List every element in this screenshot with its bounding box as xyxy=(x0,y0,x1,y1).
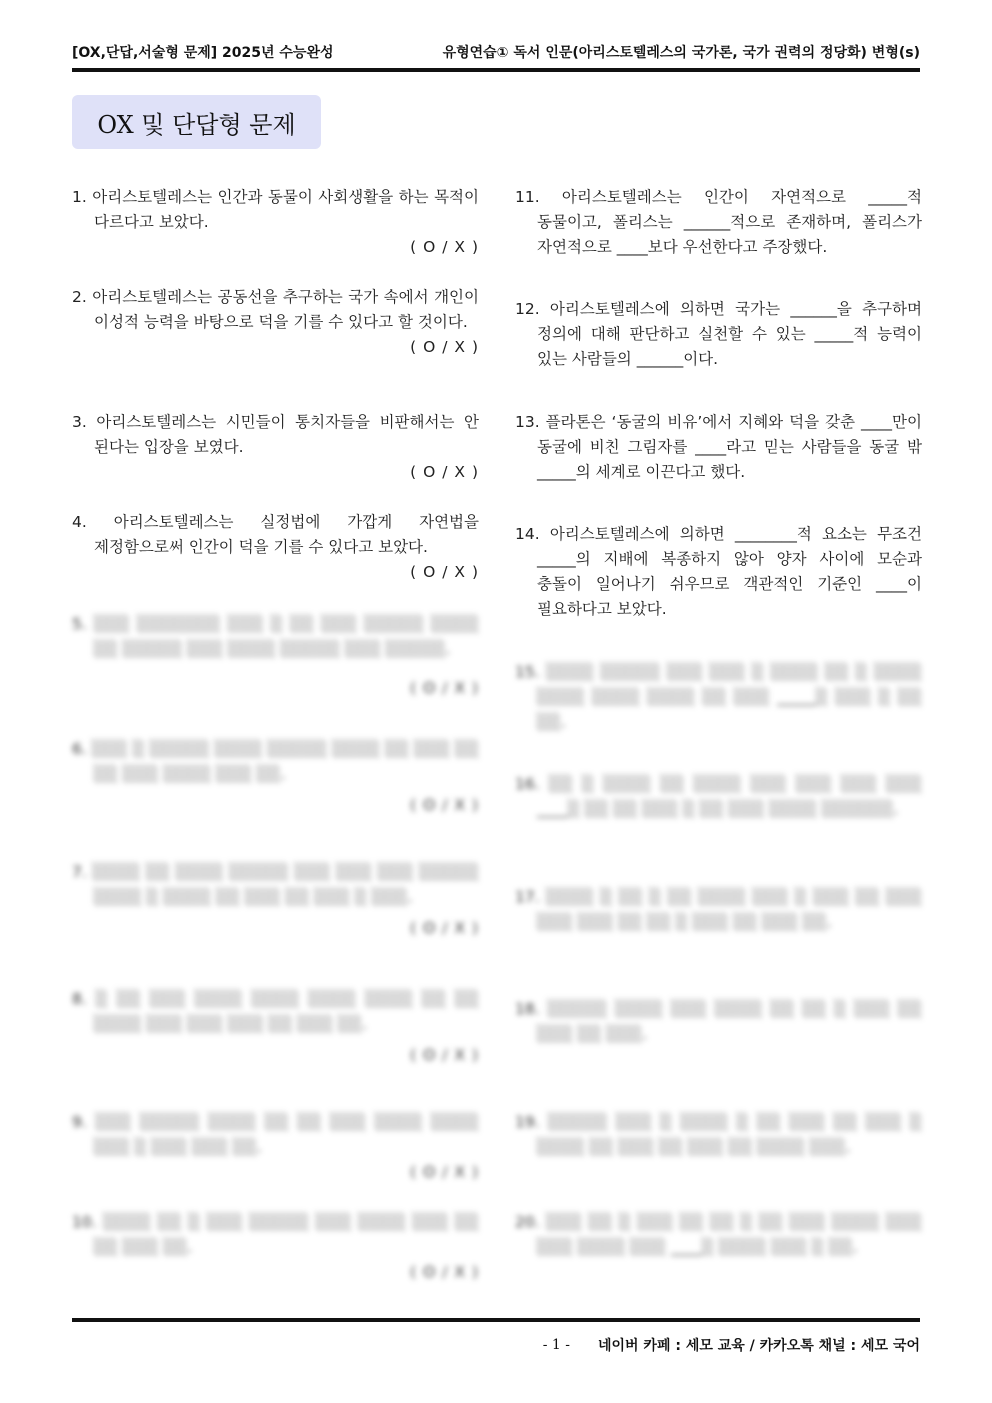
question-text: 1. 아리스토텔레스는 인간과 동물이 사회생활을 하는 목적이 다르다고 보았다. xyxy=(72,188,479,231)
ox-choice: ( O / X ) xyxy=(410,1046,479,1064)
question-text: 4. 아리스토텔레스는 실정법에 가깝게 자연법을 제정함으로써 인간이 덕을 기를 수 있다고 보았다. xyxy=(72,513,479,556)
question-4 xyxy=(72,510,479,585)
question-text: 19. ░░░░░ ░░░ ░ ░░░░ ░ ░░ ░░░ ░░ ░░░ ░ ░░░░ ░░ ░░░ ░░ ░░░ ░░ ░░░░ ░░░. xyxy=(515,1113,922,1156)
question-11 xyxy=(515,185,922,260)
footer-rule xyxy=(72,1318,920,1322)
ox-choice: ( O / X ) xyxy=(410,919,479,937)
ox-choice: ( O / X ) xyxy=(410,1163,479,1181)
section-title-box xyxy=(72,95,321,149)
question-14 xyxy=(515,522,922,622)
question-17 xyxy=(515,885,922,935)
question-text: 2. 아리스토텔레스는 공동선을 추구하는 국가 속에서 개인이 이성적 능력을 바탕으로 덕을 기를 수 있다고 할 것이다. xyxy=(72,288,479,331)
question-18 xyxy=(515,997,922,1047)
question-15 xyxy=(515,660,922,735)
question-text: 7. ░░░░ ░░ ░░░░ ░░░░░ ░░░ ░░░ ░░░ ░░░░░ ░░░░ ░ ░░░░ ░░ ░░░ ░░ ░░░ ░ ░░░. xyxy=(72,863,479,906)
ox-choice: ( O / X ) xyxy=(410,338,479,356)
ox-choice: ( O / X ) xyxy=(410,238,479,256)
question-text: 10. ░░░░ ░░ ░ ░░░ ░░░░░ ░░░ ░░░░ ░░░ ░░ ░░ ░░░ ░░. xyxy=(72,1213,479,1256)
question-text: 12. 아리스토텔레스에 의하면 국가는 ______을 추구하며 정의에 대해 판단하고 실천할 수 있는 _____적 능력이 있는 사람들의 ______이다. xyxy=(515,300,922,368)
question-5 xyxy=(72,612,479,701)
question-13 xyxy=(515,410,922,485)
question-text: 5. ░░░ ░░░░░░░ ░░░ ░ ░░ ░░░ ░░░░░ ░░░░ ░░ ░░░░░ ░░░ ░░░░ ░░░░░ ░░░ ░░░░░. xyxy=(72,615,479,658)
question-6 xyxy=(72,737,479,818)
question-7 xyxy=(72,860,479,941)
question-12 xyxy=(515,297,922,372)
question-20 xyxy=(515,1210,922,1260)
question-text: 18. ░░░░░ ░░░░ ░░░ ░░░░ ░░ ░░ ░ ░░░ ░░ ░░░ ░░ ░░░. xyxy=(515,1000,922,1043)
question-3 xyxy=(72,410,479,485)
question-text: 3. 아리스토텔레스는 시민들이 통치자들을 비판해서는 안 된다는 입장을 보였다. xyxy=(72,413,479,456)
question-text: 17. ░░░░ ░ ░░ ░ ░░ ░░░░ ░░░ ░ ░░░ ░░ ░░░ ░░░ ░░░ ░░ ░░ ░ ░░░ ░░ ░░░ ░░. xyxy=(515,888,922,931)
question-text: 8. ░ ░░ ░░░ ░░░░ ░░░░ ░░░░ ░░░░ ░░ ░░ ░░░░ ░░░ ░░░ ░░░ ░░ ░░░ ░░. xyxy=(72,990,479,1033)
section-title: OX 및 단답형 문제 xyxy=(97,110,296,139)
question-10 xyxy=(72,1210,479,1285)
question-text: 20. ░░░ ░░ ░ ░░░ ░░ ░░ ░ ░░ ░░░ ░░░░ ░░░ ░░░ ░░░░ ░░░ ____░ ░░░░ ░░░ ░ ░░. xyxy=(515,1213,922,1256)
question-2 xyxy=(72,285,479,360)
ox-choice: ( O / X ) xyxy=(410,796,479,814)
question-text: 16. ░░ ░ ░░░░ ░░ ░░░░ ░░░ ░░░ ░░░ ░░░ ____░ ░░ ░░ ░░░ ░ ░░ ░░░ ░░░░ ░░░░░░. xyxy=(515,775,922,818)
ox-choice: ( O / X ) xyxy=(410,563,479,581)
page-number: - 1 - xyxy=(542,1337,570,1353)
header-rule xyxy=(72,68,920,72)
question-1 xyxy=(72,185,479,260)
question-8 xyxy=(72,987,479,1068)
question-9 xyxy=(72,1110,479,1185)
question-text: 14. 아리스토텔레스에 의하면 ________적 요소는 무조건 _____의 지배에 복종하지 않아 양자 사이에 모순과 충돌이 일어나기 쉬우므로 객관적인 기준인 ____이 필요하다고 보았다. xyxy=(515,525,922,618)
question-text: 9. ░░░ ░░░░░ ░░░░ ░░ ░░ ░░░ ░░░░ ░░░░ ░░░ ░ ░░░ ░░░ ░░. xyxy=(72,1113,479,1156)
header-right-title: 유형연습① 독서 인문(아리스토텔레스의 국가론, 국가 권력의 정당화) 변형(s) xyxy=(442,45,920,61)
header-left-title: [OX,단답,서술형 문제] 2025년 수능완성 xyxy=(72,45,334,61)
question-text: 13. 플라톤은 ‘동굴의 비유’에서 지혜와 덕을 갖춘 ____만이 동굴에 비친 그림자를 ____라고 믿는 사람들을 동굴 밖 _____의 세계로 이끈다고 했다. xyxy=(515,413,922,481)
page-footer xyxy=(543,1335,920,1355)
ox-choice: ( O / X ) xyxy=(410,1263,479,1281)
question-19 xyxy=(515,1110,922,1160)
page-header xyxy=(72,40,920,64)
question-text: 6. ░░░ ░ ░░░░░ ░░░░ ░░░░░ ░░░░ ░░ ░░░ ░░ ░░ ░░░ ░░░░ ░░░ ░░. xyxy=(72,740,479,783)
question-text: 11. 아리스토텔레스는 인간이 자연적으로 _____적 동물이고, 폴리스는 ______적으로 존재하며, 폴리스가 자연적으로 ____보다 우선한다고 주장했다. xyxy=(515,188,922,256)
ox-choice: ( O / X ) xyxy=(410,463,479,481)
question-text: 15. ░░░░ ░░░░░ ░░░ ░░░ ░ ░░░░ ░░ ░ ░░░░ ░░░░ ░░░░ ░░░░ ░░ ░░░ _____░ ░░░ ░ ░░ ░░. xyxy=(515,663,922,731)
question-16 xyxy=(515,772,922,822)
footer-contact: 네이버 카페 : 세모 교육 / 카카오톡 채널 : 세모 국어 xyxy=(597,1338,920,1354)
ox-choice: ( O / X ) xyxy=(410,679,479,697)
